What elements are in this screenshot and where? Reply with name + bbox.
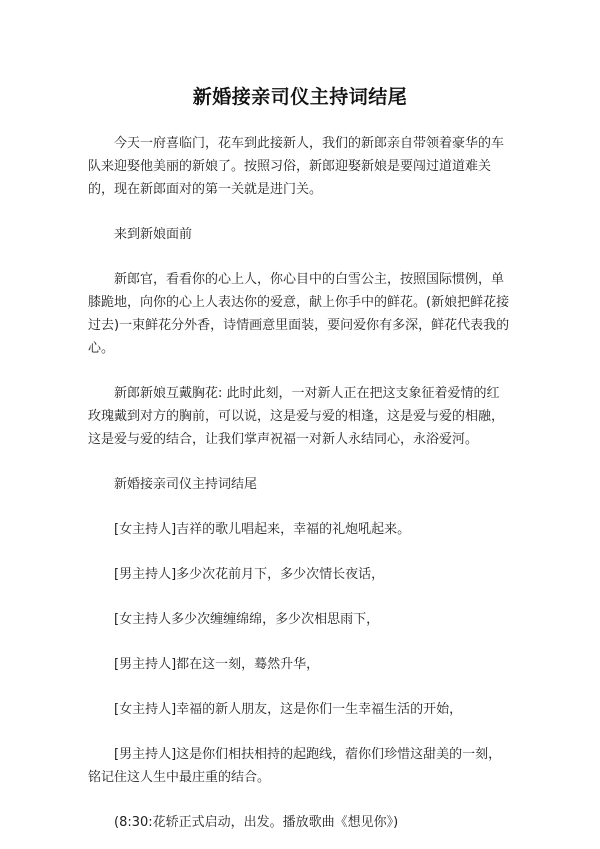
paragraph-subheading: 新婚接亲司仪主持词结尾 (114, 477, 258, 492)
paragraph-host-line-3: [女主持人多少次缠缠绵绵，多少次相思雨下， (114, 612, 380, 627)
paragraph-heading-bride: 来到新娘面前 (114, 227, 193, 242)
paragraph-host-line-6: [男主持人]这是你们相扶相持的起跑线，蓿你们珍惜这甜美的一刻，铭记住这人生中最庄重的结合。 (88, 747, 502, 785)
paragraph-groom-flowers: 新郎官，看看你的心上人，你心目中的白雪公主，按照国际惯例，单膝跪地，向你的心上人表达你的爱意，献上你手中的鲜花。(新娘把鲜花接过去)一束鲜花分外香，诗情画意里面装，要问爱你有多深，鲜花代表我的心。 (88, 272, 510, 356)
paragraph-host-line-5: [女主持人]幸福的新人朋友，这是你们一生幸福生活的开始， (114, 702, 463, 717)
paragraph-corsage: 新郎新娘互戴胸花: 此时此刻，一对新人正在把这支象征着爱情的红玫瑰戴到对方的胸前，可以说，这是爱与爱的相逢，这是爱与爱的相融，这是爱与爱的结合，让我们掌声祝福一对新人永结同心，永浴爱河。 (88, 386, 505, 447)
document-title: 新婚接亲司仪主持词结尾 (192, 86, 408, 108)
paragraph-host-line-1: [女主持人]吉祥的歌儿唱起来，幸福的礼炮吼起来。 (114, 522, 411, 537)
paragraph-intro: 今天一府喜临门，花车到此接新人，我们的新郎亲自带领着豪华的车队来迎娶他美丽的新娘了。按照习俗，新郎迎娶新娘是要闯过道道难关的，现在新郎面对的第一关就是进门关。 (88, 136, 505, 197)
paragraph-host-line-2: [男主持人]多少次花前月下，多少次情长夜话， (114, 567, 385, 582)
paragraph-departure: (8:30:花轿正式启动，出发。播放歌曲《想见你》) (114, 815, 399, 830)
paragraph-host-line-4: [男主持人]都在这一刻，蓦然升华， (114, 657, 320, 672)
